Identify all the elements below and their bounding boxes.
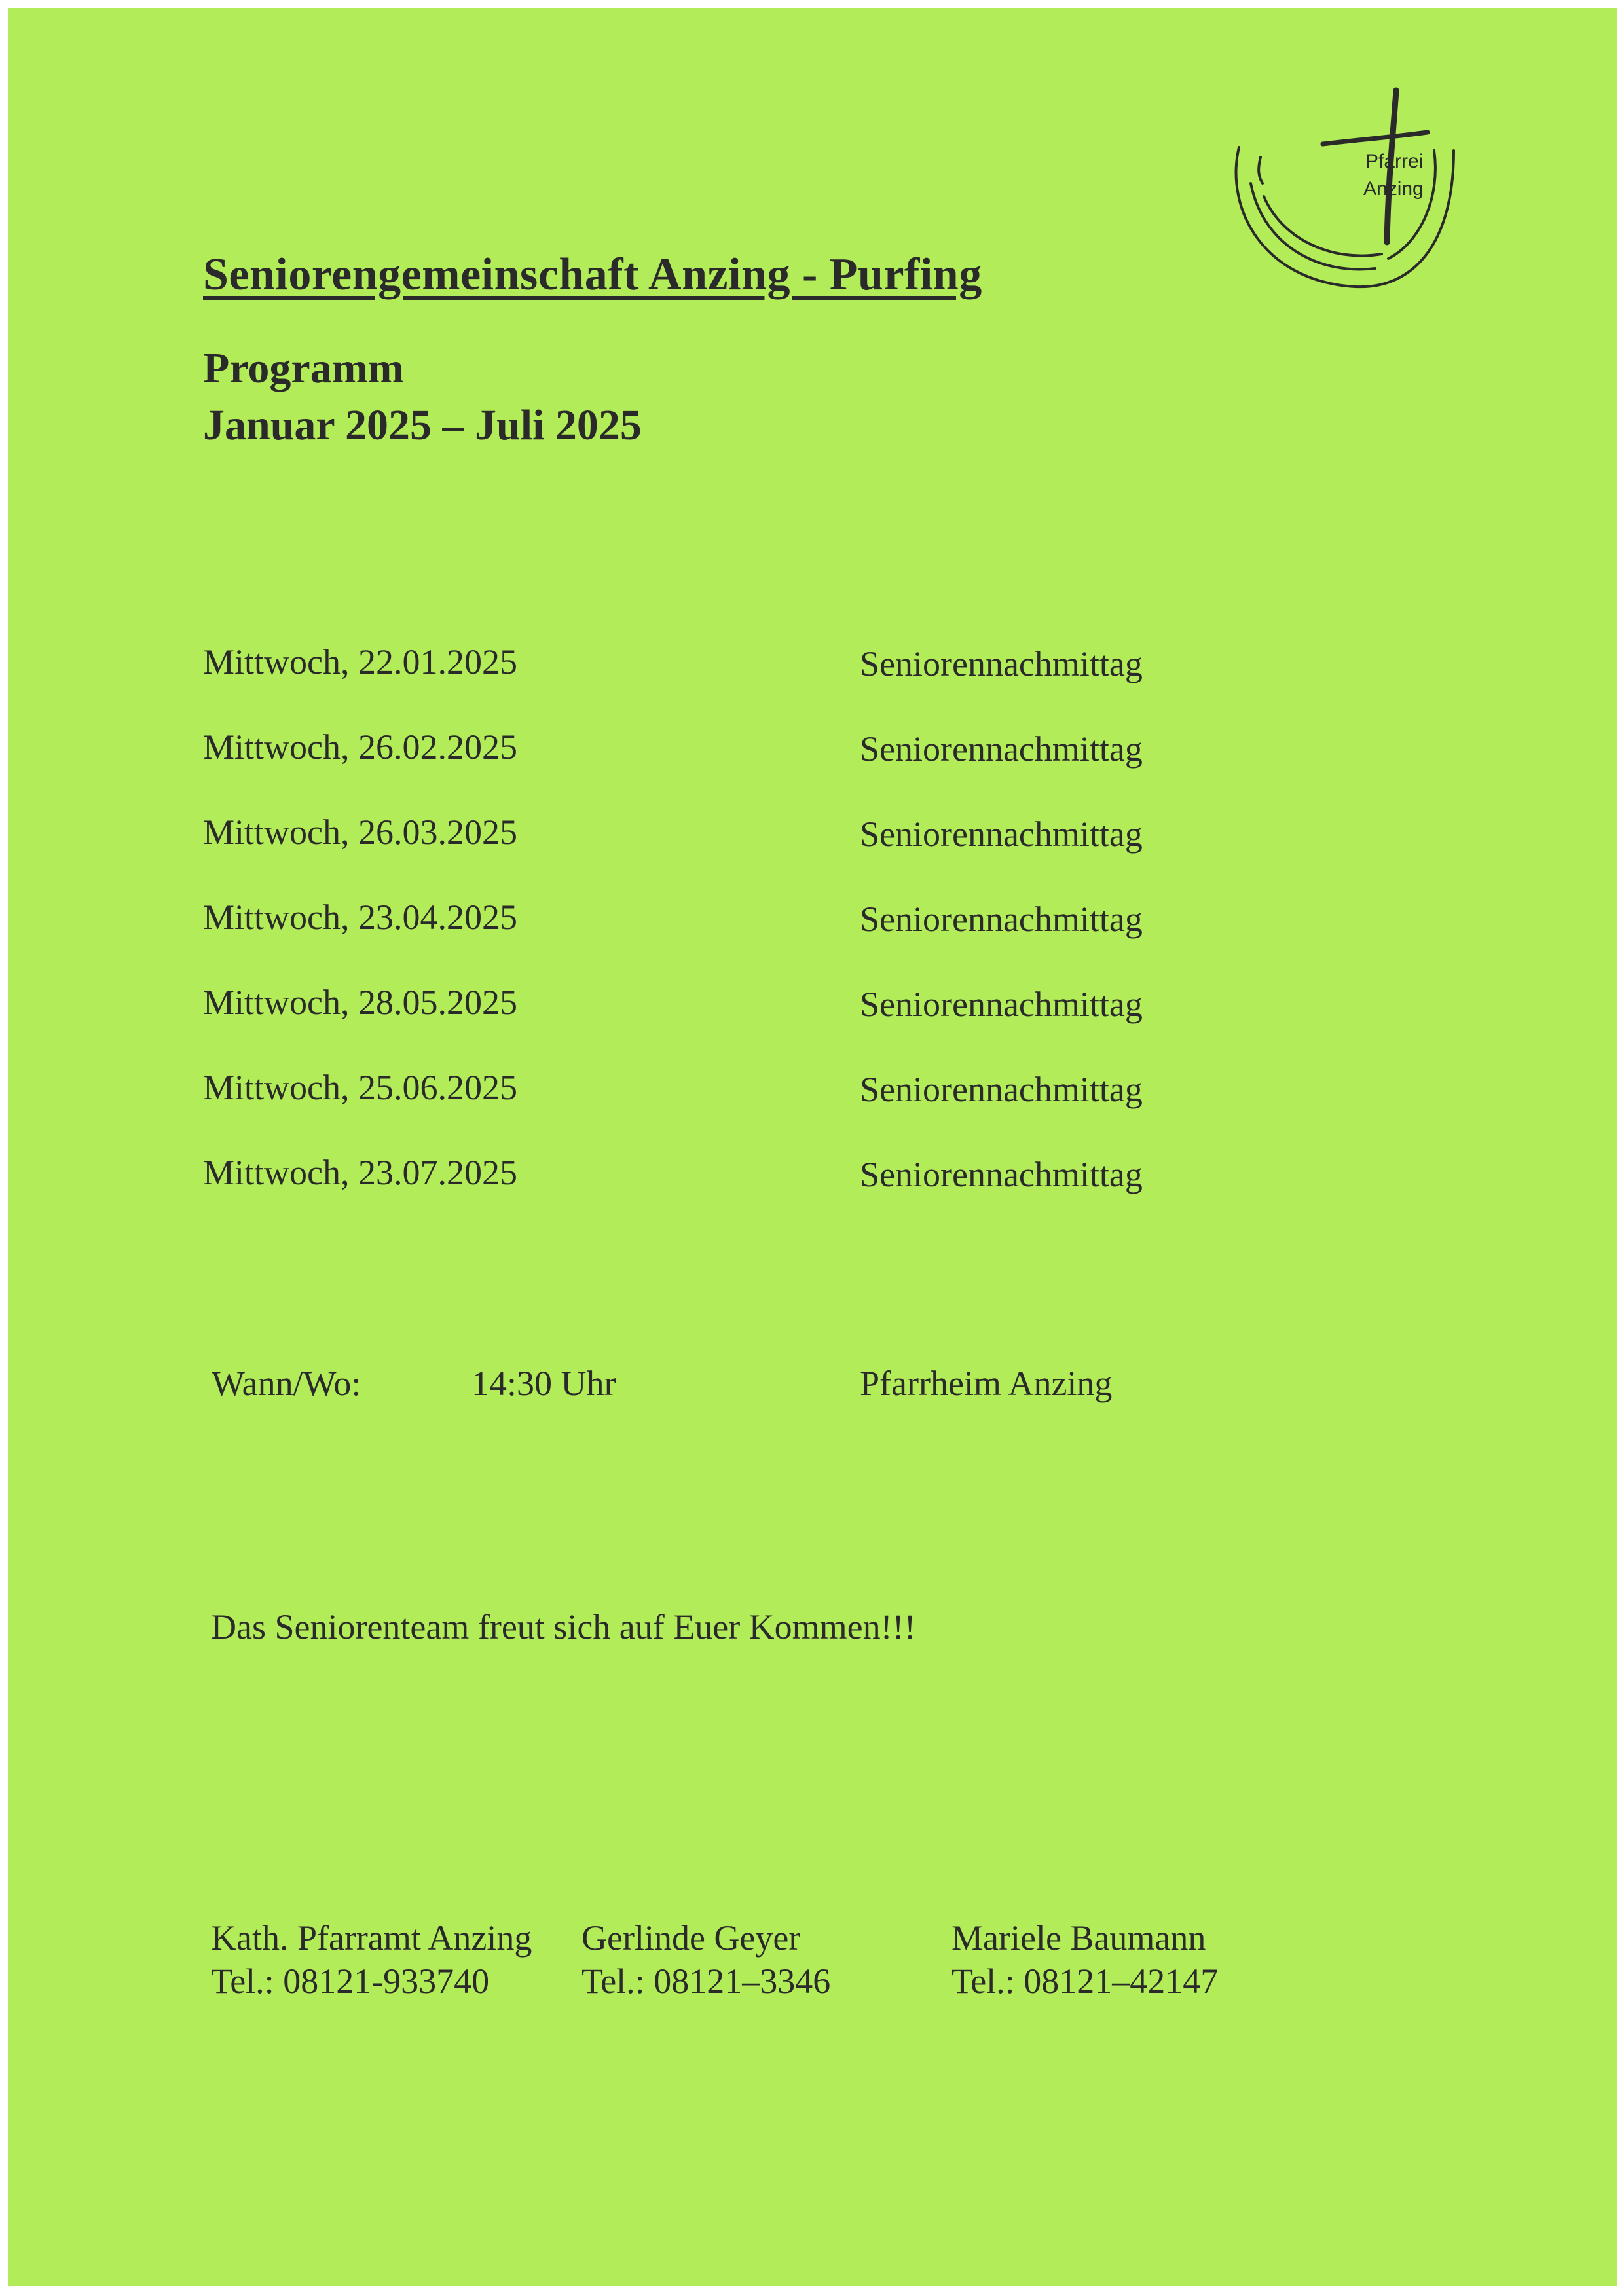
schedule-date: Mittwoch, 25.06.2025 <box>203 1068 517 1107</box>
program-heading: Programm <box>203 344 404 392</box>
schedule-date: Mittwoch, 22.01.2025 <box>203 642 517 682</box>
contact-phone: Tel.: 08121–42147 <box>951 1961 1219 2001</box>
info-label: Wann/Wo: <box>212 1364 361 1403</box>
info-time: 14:30 Uhr <box>471 1364 616 1403</box>
program-period: Januar 2025 – Juli 2025 <box>203 401 642 449</box>
schedule-event: Seniorennachmittag <box>860 900 1143 939</box>
contact-block <box>951 1916 1218 2003</box>
schedule-row <box>203 1067 1316 1152</box>
schedule-date: Mittwoch, 23.04.2025 <box>203 898 517 937</box>
contact-block <box>211 1916 532 2003</box>
schedule-row <box>203 812 1316 897</box>
schedule-date: Mittwoch, 26.03.2025 <box>203 812 517 852</box>
schedule-date: Mittwoch, 26.02.2025 <box>203 727 517 767</box>
contact-name: Kath. Pfarramt Anzing <box>211 1918 532 1958</box>
logo-text-pfarrei: Pfarrei <box>1365 151 1424 172</box>
schedule-date: Mittwoch, 23.07.2025 <box>203 1153 517 1192</box>
contact-phone: Tel.: 08121-933740 <box>211 1961 490 2001</box>
schedule-row <box>203 982 1316 1067</box>
closing-message: Das Seniorenteam freut sich auf Euer Kommen!!! <box>211 1607 916 1647</box>
info-place: Pfarrheim Anzing <box>860 1364 1113 1403</box>
schedule-event: Seniorennachmittag <box>860 814 1143 854</box>
contact-block <box>581 1916 830 2003</box>
schedule-event: Seniorennachmittag <box>860 985 1143 1024</box>
contact-name: Mariele Baumann <box>951 1918 1206 1958</box>
document-title: Seniorengemeinschaft Anzing - Purfing <box>203 249 982 300</box>
schedule-list <box>203 642 1316 1237</box>
schedule-event: Seniorennachmittag <box>860 1070 1143 1109</box>
schedule-row <box>203 897 1316 982</box>
parish-cross-logo-icon <box>1225 79 1473 321</box>
schedule-event: Seniorennachmittag <box>860 1155 1143 1194</box>
schedule-row <box>203 642 1316 727</box>
contact-name: Gerlinde Geyer <box>581 1918 801 1958</box>
schedule-event: Seniorennachmittag <box>860 729 1143 769</box>
schedule-row <box>203 1152 1316 1237</box>
schedule-event: Seniorennachmittag <box>860 644 1143 683</box>
schedule-row <box>203 727 1316 812</box>
contact-phone: Tel.: 08121–3346 <box>581 1961 831 2001</box>
schedule-date: Mittwoch, 28.05.2025 <box>203 983 517 1022</box>
logo-text-anzing: Anzing <box>1363 178 1424 200</box>
